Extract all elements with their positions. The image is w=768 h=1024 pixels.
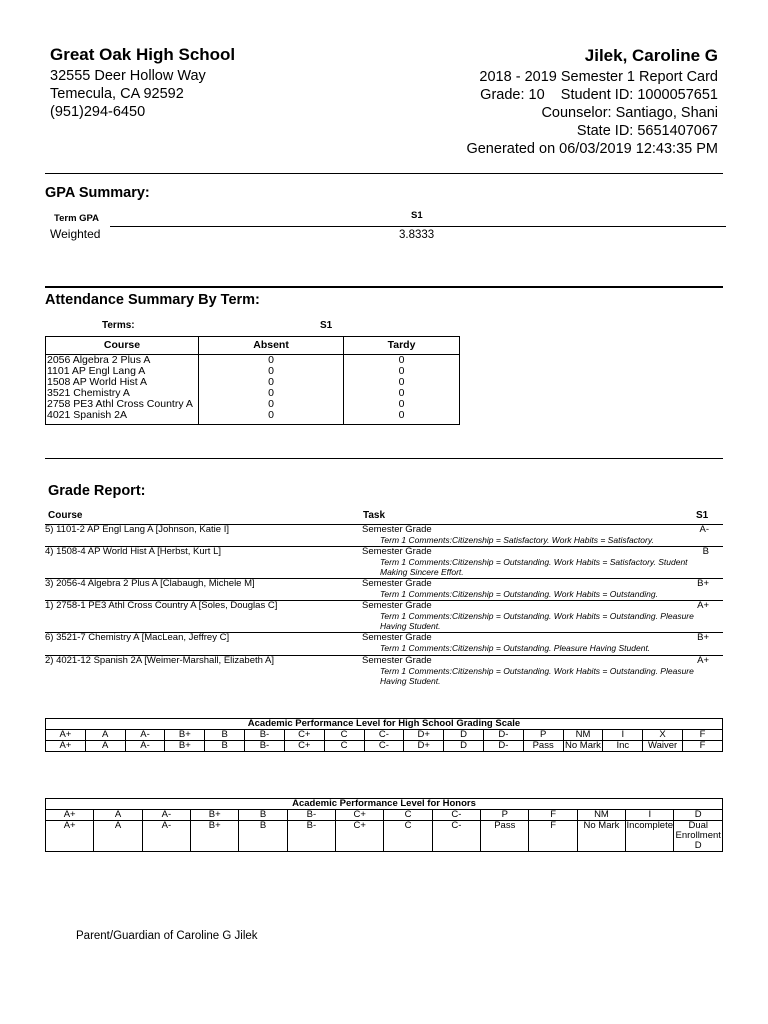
hs-scale-code: A+ bbox=[46, 730, 86, 741]
hs-scale-label: A+ bbox=[46, 741, 86, 752]
school-city: Temecula, CA 92592 bbox=[50, 86, 184, 102]
school-name: Great Oak High School bbox=[50, 45, 236, 64]
grade-course: 4) 1508-4 AP World Hist A [Herbst, Kurt L] bbox=[45, 546, 222, 557]
table-row bbox=[45, 578, 723, 601]
honors-scale-label: A- bbox=[142, 821, 190, 852]
grade-score: B+ bbox=[697, 578, 709, 589]
att-tardy: 0 bbox=[344, 410, 460, 425]
hs-scale-label: B bbox=[205, 741, 245, 752]
grade-course: 5) 1101-2 AP Engl Lang A [Johnson, Katie I] bbox=[45, 524, 229, 535]
grade-score: B bbox=[702, 546, 709, 557]
grade-header-term: S1 bbox=[696, 510, 709, 521]
att-course: 1101 AP Engl Lang A bbox=[46, 366, 199, 377]
grade-comment: Term 1 Comments:Citizenship = Outstanding. Work Habits = Satisfactory. Student Making Sincere Effort. bbox=[380, 557, 688, 577]
grade-header-task: Task bbox=[363, 510, 386, 521]
student-info bbox=[466, 45, 718, 158]
att-course: 2758 PE3 Athl Cross Country A bbox=[46, 399, 199, 410]
honors-scale-code: C+ bbox=[336, 810, 384, 821]
hs-scale-label: No Mark bbox=[565, 740, 601, 751]
grade-header-course: Course bbox=[48, 510, 83, 521]
honors-scale-label: Dual Enrollment D bbox=[675, 820, 721, 851]
hs-scale-code: B- bbox=[245, 730, 285, 741]
grade-score: A+ bbox=[697, 655, 709, 666]
grade-report-title: Grade Report: bbox=[48, 483, 146, 499]
grade-score: A+ bbox=[697, 600, 709, 611]
grade-score: A- bbox=[699, 524, 709, 535]
grade-task: Semester Grade bbox=[362, 655, 432, 666]
honors-scale-label: F bbox=[529, 821, 577, 852]
gpa-term: S1 bbox=[411, 210, 423, 221]
honors-scale-code: P bbox=[481, 810, 529, 821]
honors-scale-code: NM bbox=[577, 810, 625, 821]
honors-scale-label: C+ bbox=[336, 821, 384, 852]
honors-scale-label: C bbox=[384, 821, 432, 852]
att-tardy: 0 bbox=[344, 377, 460, 388]
guardian-signature-line: Parent/Guardian of Caroline G Jilek bbox=[76, 930, 258, 942]
hs-scale-code: C bbox=[324, 730, 364, 741]
gpa-row-label: Weighted bbox=[50, 227, 101, 241]
honors-scale-code: A bbox=[94, 810, 142, 821]
hs-scale-code: P bbox=[523, 730, 563, 741]
hs-scale-code: B bbox=[205, 730, 245, 741]
table-row bbox=[46, 410, 460, 425]
att-absent: 0 bbox=[199, 377, 344, 388]
honors-grading-scale bbox=[45, 798, 723, 852]
honors-scale-codes bbox=[46, 810, 723, 821]
att-absent: 0 bbox=[199, 355, 344, 367]
state-id: State ID: 5651407067 bbox=[576, 123, 718, 139]
hs-scale-label: D bbox=[444, 741, 484, 752]
att-header-absent: Absent bbox=[199, 337, 344, 355]
honors-scale-code: B bbox=[239, 810, 287, 821]
hs-scale-code: NM bbox=[563, 730, 603, 741]
grade-course: 2) 4021-12 Spanish 2A [Weimer-Marshall, Elizabeth A] bbox=[45, 655, 274, 666]
hs-scale-label: Pass bbox=[523, 741, 563, 752]
gpa-title: GPA Summary: bbox=[45, 185, 150, 201]
school-phone: (951)294-6450 bbox=[50, 104, 146, 120]
honors-scale-label: Pass bbox=[481, 821, 529, 852]
honors-scale-code: C- bbox=[432, 810, 480, 821]
att-course: 2056 Algebra 2 Plus A bbox=[46, 355, 199, 367]
hs-scale-labels bbox=[46, 741, 723, 752]
att-header-tardy: Tardy bbox=[344, 337, 460, 355]
honors-scale-code: A+ bbox=[46, 810, 94, 821]
att-tardy: 0 bbox=[344, 388, 460, 399]
hs-scale-code: C- bbox=[364, 730, 404, 741]
hs-scale-label: A bbox=[85, 741, 125, 752]
honors-scale-code: D bbox=[674, 810, 723, 821]
hs-grading-scale bbox=[45, 718, 723, 752]
divider bbox=[45, 173, 723, 174]
honors-scale-label: No Mark bbox=[577, 821, 625, 852]
grade-score: B+ bbox=[697, 632, 709, 643]
hs-scale-label: B- bbox=[245, 741, 285, 752]
grade-comment: Term 1 Comments:Citizenship = Outstanding. Work Habits = Outstanding. bbox=[380, 589, 658, 599]
hs-scale-code: C+ bbox=[284, 730, 324, 741]
grade-task: Semester Grade bbox=[362, 632, 432, 643]
honors-scale-code: B- bbox=[287, 810, 335, 821]
honors-scale-code: C bbox=[384, 810, 432, 821]
school-street: 32555 Deer Hollow Way bbox=[50, 68, 206, 84]
generated-date: Generated on 06/03/2019 12:43:35 PM bbox=[466, 141, 718, 157]
honors-scale-label: A bbox=[94, 821, 142, 852]
student-name: Jilek, Caroline G bbox=[584, 46, 718, 65]
hs-scale-codes bbox=[46, 730, 723, 741]
att-course: 3521 Chemistry A bbox=[46, 388, 199, 399]
hs-scale-code: D bbox=[444, 730, 484, 741]
att-absent: 0 bbox=[199, 366, 344, 377]
attendance-table bbox=[45, 336, 460, 425]
school-address bbox=[50, 67, 206, 121]
hs-scale-title: Academic Performance Level for High School Grading Scale bbox=[46, 719, 723, 730]
hs-scale-code: B+ bbox=[165, 730, 205, 741]
table-row bbox=[45, 524, 723, 547]
hs-scale-code: F bbox=[683, 730, 723, 741]
divider bbox=[45, 458, 723, 459]
honors-scale-label: Incomplete bbox=[626, 821, 674, 852]
hs-scale-code: D+ bbox=[404, 730, 444, 741]
hs-scale-code: I bbox=[603, 730, 643, 741]
grade-comment: Term 1 Comments:Citizenship = Outstanding. Work Habits = Outstanding. Pleasure Having Student. bbox=[380, 611, 694, 631]
hs-scale-label: C+ bbox=[284, 741, 324, 752]
honors-scale-code: A- bbox=[142, 810, 190, 821]
hs-scale-label: D+ bbox=[404, 741, 444, 752]
honors-scale-code: I bbox=[626, 810, 674, 821]
grade-id-line: Grade: 10 Student ID: 1000057651 bbox=[480, 87, 718, 103]
hs-scale-label: C bbox=[324, 741, 364, 752]
att-tardy: 0 bbox=[344, 355, 460, 367]
grade-task: Semester Grade bbox=[362, 524, 432, 535]
grade-comment: Term 1 Comments:Citizenship = Satisfactory. Work Habits = Satisfactory. bbox=[380, 535, 654, 545]
hs-scale-label: D- bbox=[483, 741, 523, 752]
term-line: 2018 - 2019 Semester 1 Report Card bbox=[479, 69, 718, 85]
grade-course: 1) 2758-1 PE3 Athl Cross Country A [Soles, Douglas C] bbox=[45, 600, 278, 611]
hs-scale-label: B+ bbox=[165, 741, 205, 752]
table-row bbox=[45, 600, 723, 633]
honors-scale-labels bbox=[46, 821, 723, 852]
gpa-value: 3.8333 bbox=[399, 229, 435, 241]
att-absent: 0 bbox=[199, 388, 344, 399]
att-tardy: 0 bbox=[344, 366, 460, 377]
honors-scale-label: B bbox=[239, 821, 287, 852]
hs-scale-label: F bbox=[683, 741, 723, 752]
grade-comment: Term 1 Comments:Citizenship = Outstanding. Pleasure Having Student. bbox=[380, 643, 651, 653]
hs-scale-code: D- bbox=[483, 730, 523, 741]
att-course: 1508 AP World Hist A bbox=[46, 377, 199, 388]
hs-scale-label: C- bbox=[364, 741, 404, 752]
honors-scale-label: C- bbox=[432, 821, 480, 852]
att-tardy: 0 bbox=[344, 399, 460, 410]
honors-scale-label: B+ bbox=[191, 821, 239, 852]
gpa-col-label: Term GPA bbox=[54, 213, 100, 224]
honors-scale-title: Academic Performance Level for Honors bbox=[46, 799, 723, 810]
grade-task: Semester Grade bbox=[362, 546, 432, 557]
honors-scale-label: A+ bbox=[46, 821, 94, 852]
grade-course: 6) 3521-7 Chemistry A [MacLean, Jeffrey C] bbox=[45, 632, 230, 643]
hs-scale-code: X bbox=[643, 730, 683, 741]
grade-task: Semester Grade bbox=[362, 578, 432, 589]
attendance-terms-label: Terms: bbox=[102, 320, 135, 331]
honors-scale-code: F bbox=[529, 810, 577, 821]
grade-course: 3) 2056-4 Algebra 2 Plus A [Clabaugh, Michele M] bbox=[45, 578, 255, 589]
attendance-title: Attendance Summary By Term: bbox=[45, 292, 260, 308]
hs-scale-label: Inc bbox=[603, 741, 643, 752]
table-row bbox=[45, 632, 723, 656]
grade-task: Semester Grade bbox=[362, 600, 432, 611]
att-header-course: Course bbox=[46, 337, 199, 355]
hs-scale-label: A- bbox=[125, 741, 165, 752]
table-row bbox=[45, 655, 723, 690]
gpa-header-rule bbox=[110, 226, 726, 227]
divider bbox=[45, 286, 723, 288]
att-absent: 0 bbox=[199, 399, 344, 410]
hs-scale-code: A- bbox=[125, 730, 165, 741]
att-course: 4021 Spanish 2A bbox=[46, 410, 199, 425]
att-absent: 0 bbox=[199, 410, 344, 425]
counselor: Counselor: Santiago, Shani bbox=[541, 105, 718, 121]
honors-scale-label: B- bbox=[287, 821, 335, 852]
grade-comment: Term 1 Comments:Citizenship = Outstanding. Work Habits = Outstanding. Pleasure Having Student. bbox=[380, 666, 694, 686]
hs-scale-code: A bbox=[85, 730, 125, 741]
table-row bbox=[45, 546, 723, 579]
attendance-term: S1 bbox=[320, 320, 333, 331]
honors-scale-code: B+ bbox=[191, 810, 239, 821]
hs-scale-label: Waiver bbox=[643, 741, 683, 752]
